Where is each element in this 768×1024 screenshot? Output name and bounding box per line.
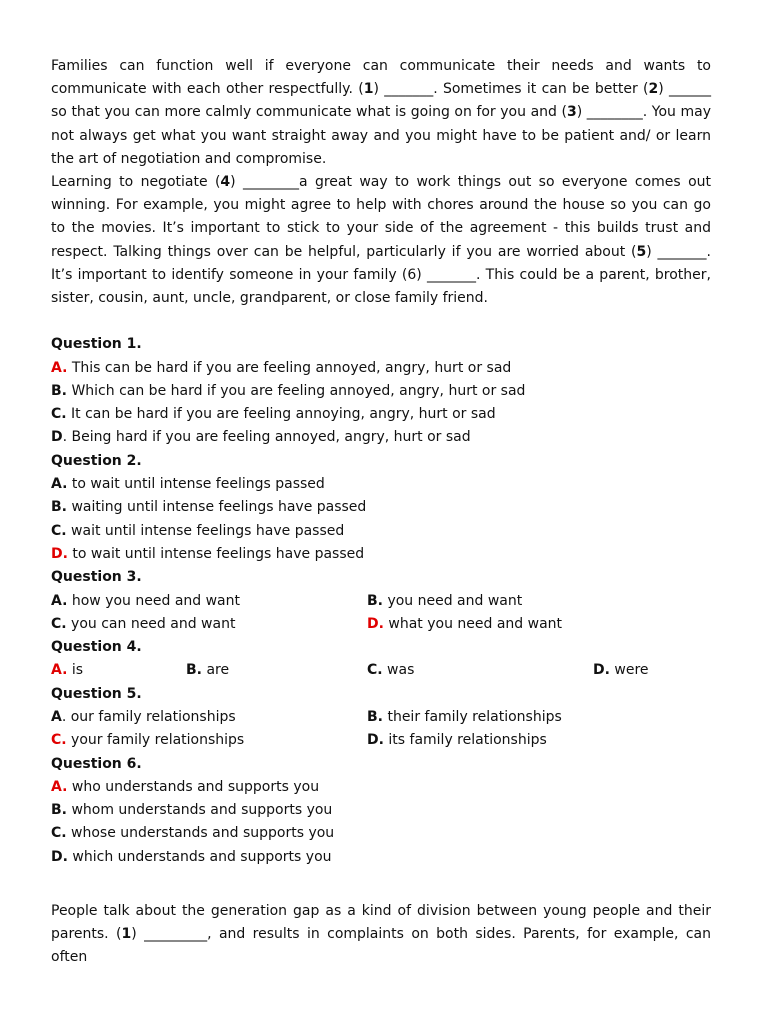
- question-2-option-d[interactable]: D. to wait until intense feelings have passed: [51, 545, 365, 562]
- question-3-option-d[interactable]: D. what you need and want: [367, 615, 563, 632]
- question-2-title: Question 2.: [51, 452, 142, 469]
- question-3-title: Question 3.: [51, 569, 142, 586]
- question-3-row-2: [51, 613, 711, 636]
- question-6-option-b[interactable]: B. whom understands and supports you: [51, 802, 333, 819]
- question-4-option-c[interactable]: C. was: [367, 662, 415, 679]
- question-5-option-d[interactable]: D. its family relationships: [367, 732, 547, 749]
- question-4-row: [51, 659, 711, 682]
- question-5-option-a[interactable]: A. our family relationships: [51, 708, 236, 725]
- passage-1-paragraph-2: Learning to negotiate (4) ________a great way to work things out so everyone comes out winning. For example, you might agree to help with chores around the house so you can go to the movies. It’s important to stick to your side of the agreement - this builds trust and respect. Talking things over can be helpful, particularly if you are worried about (5) _______. It’s important to identify someone in your family (6) _______. This could be a parent, brother, sister, cousin, aunt, uncle, grandparent, or close family friend.: [51, 174, 711, 307]
- question-5-option-c[interactable]: C. your family relationships: [51, 732, 245, 749]
- passage-1-paragraph-1: Families can function well if everyone can communicate their needs and wants to communicate with each other respectfully. (1) _______. Sometimes it can be better (2) ______ so that you can more calmly communicate what is going on for you and (3) ________. You may not always get what you want straight away and you might have to be patient and/ or learn the art of negotiation and compromise.: [51, 58, 712, 167]
- question-1-option-b[interactable]: B. Which can be hard if you are feeling annoyed, angry, hurt or sad: [51, 382, 526, 399]
- question-6-title: Question 6.: [51, 755, 142, 772]
- question-6-option-a[interactable]: A. who understands and supports you: [51, 778, 320, 795]
- question-2-option-b[interactable]: B. waiting until intense feelings have passed: [51, 499, 367, 516]
- question-2-option-a[interactable]: A. to wait until intense feelings passed: [51, 476, 325, 493]
- passage-2-paragraph-1: People talk about the generation gap as a kind of division between young people and their parents. (1) _________, and results in complaints on both sides. Parents, for example, can often: [51, 903, 712, 966]
- question-1-title: Question 1.: [51, 336, 142, 353]
- worksheet-page: [51, 55, 711, 970]
- question-4-title: Question 4.: [51, 639, 142, 656]
- question-5-title: Question 5.: [51, 685, 142, 702]
- question-1-option-c[interactable]: C. It can be hard if you are feeling annoying, angry, hurt or sad: [51, 406, 496, 423]
- question-5-row-1: [51, 706, 711, 729]
- question-1-option-d[interactable]: D. Being hard if you are feeling annoyed, angry, hurt or sad: [51, 429, 471, 446]
- question-3-option-b[interactable]: B. you need and want: [367, 592, 523, 609]
- question-3-option-c[interactable]: C. you can need and want: [51, 615, 236, 632]
- question-6-option-d[interactable]: D. which understands and supports you: [51, 848, 332, 865]
- question-6-option-c[interactable]: C. whose understands and supports you: [51, 825, 335, 842]
- question-5-option-b[interactable]: B. their family relationships: [367, 708, 562, 725]
- question-1-option-a[interactable]: A. This can be hard if you are feeling annoyed, angry, hurt or sad: [51, 359, 512, 376]
- question-4-option-b[interactable]: B. are: [186, 662, 230, 679]
- question-2-option-c[interactable]: C. wait until intense feelings have passed: [51, 522, 345, 539]
- question-4-option-d[interactable]: D. were: [593, 662, 649, 679]
- question-4-option-a[interactable]: A. is: [51, 662, 84, 679]
- question-3-row-1: [51, 590, 711, 613]
- question-3-option-a[interactable]: A. how you need and want: [51, 592, 241, 609]
- question-5-row-2: [51, 729, 711, 752]
